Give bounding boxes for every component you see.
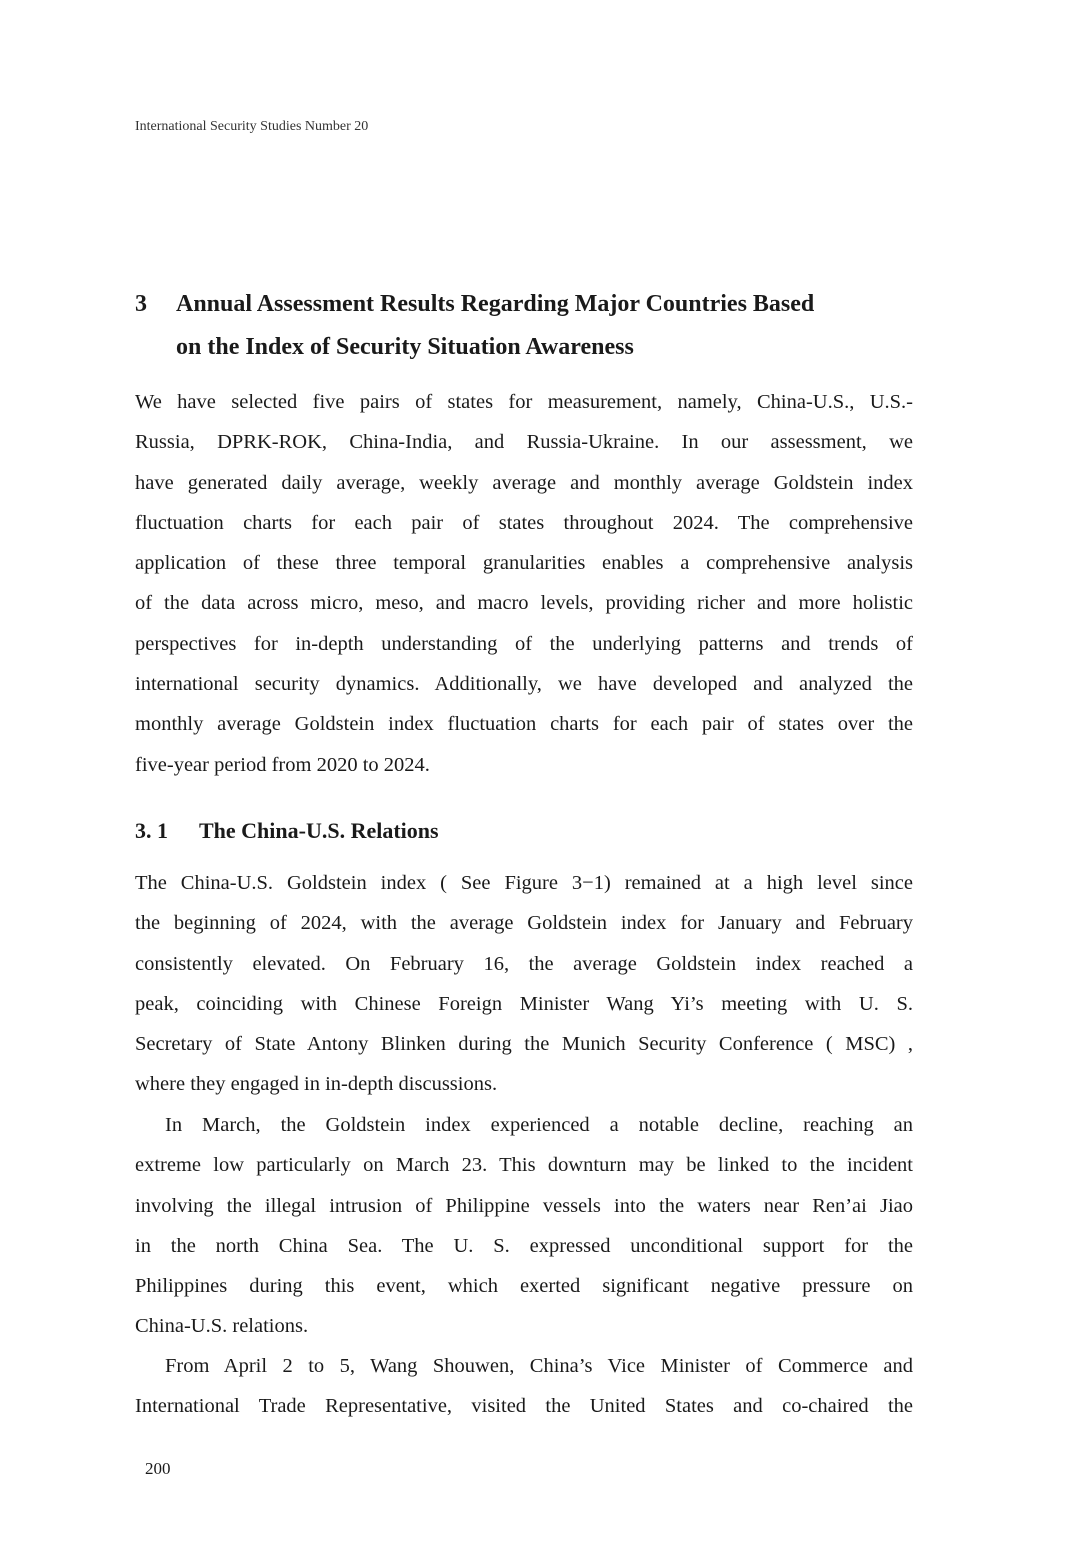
text-line: peak, coinciding with Chinese Foreign Minister Wang Yi’s meeting with U. S.: [135, 992, 913, 1015]
text-line: in the north China Sea. The U. S. expressed unconditional support for the: [135, 1234, 913, 1257]
text-line: The China-U.S. Goldstein index ( See Figure 3−1) remained at a high level since: [135, 872, 913, 894]
text-line: application of these three temporal granularities enables a comprehensive analysis: [135, 552, 913, 575]
text-line: In March, the Goldstein index experienced a notable decline, reaching an: [165, 1114, 913, 1136]
text-line: Secretary of State Antony Blinken during the Munich Security Conference ( MSC) ,: [135, 1033, 913, 1056]
text-line: fluctuation charts for each pair of states throughout 2024. The comprehensive: [135, 511, 913, 534]
text-line: perspectives for in-depth understanding of the underlying patterns and trends of: [135, 632, 913, 655]
text-line: the beginning of 2024, with the average Goldstein index for January and February: [135, 912, 913, 935]
section-heading: [135, 283, 936, 369]
text-line: Russia, DPRK-ROK, China-India, and Russia-Ukraine. In our assessment, we: [135, 431, 913, 454]
text-line: consistently elevated. On February 16, the average Goldstein index reached a: [135, 952, 913, 975]
text-line: of the data across micro, meso, and macro levels, providing richer and more holistic: [135, 592, 913, 615]
text-line: China-U.S. relations.: [135, 1315, 309, 1338]
paragraph-china-us-early: [135, 863, 913, 1105]
text-line: International Trade Representative, visited the United States and co-chaired the: [135, 1395, 913, 1418]
text-line: From April 2 to 5, Wang Shouwen, China’s Vice Minister of Commerce and: [165, 1355, 913, 1377]
text-line: international security dynamics. Additionally, we have developed and analyzed the: [135, 673, 913, 696]
section-title-line: on the Index of Security Situation Awareness: [176, 334, 634, 360]
text-line: five-year period from 2020 to 2024.: [135, 753, 430, 776]
subsection-title: The China-U.S. Relations: [199, 818, 439, 843]
running-head: International Security Studies Number 20: [135, 119, 369, 134]
text-line: Philippines during this event, which exerted significant negative pressure on: [135, 1275, 913, 1298]
subsection-number: 3. 1: [135, 818, 168, 843]
text-line: extreme low particularly on March 23. This downturn may be linked to the incident: [135, 1154, 913, 1177]
section-number: 3: [135, 291, 147, 317]
text-line: involving the illegal intrusion of Philippine vessels into the waters near Ren’ai Jiao: [135, 1194, 913, 1217]
paragraph-march: [135, 1105, 913, 1347]
subsection-heading: [135, 818, 439, 844]
text-line: where they engaged in in-depth discussions.: [135, 1073, 498, 1096]
paragraph-april: [135, 1346, 913, 1427]
text-line: monthly average Goldstein index fluctuation charts for each pair of states over the: [135, 713, 913, 736]
paragraph-intro: [135, 382, 913, 785]
section-title-line: Annual Assessment Results Regarding Major Countries Based: [176, 291, 815, 317]
page-number: 200: [145, 1459, 171, 1478]
text-line: have generated daily average, weekly average and monthly average Goldstein index: [135, 471, 913, 494]
text-line: We have selected five pairs of states for measurement, namely, China-U.S., U.S.-: [135, 391, 913, 413]
